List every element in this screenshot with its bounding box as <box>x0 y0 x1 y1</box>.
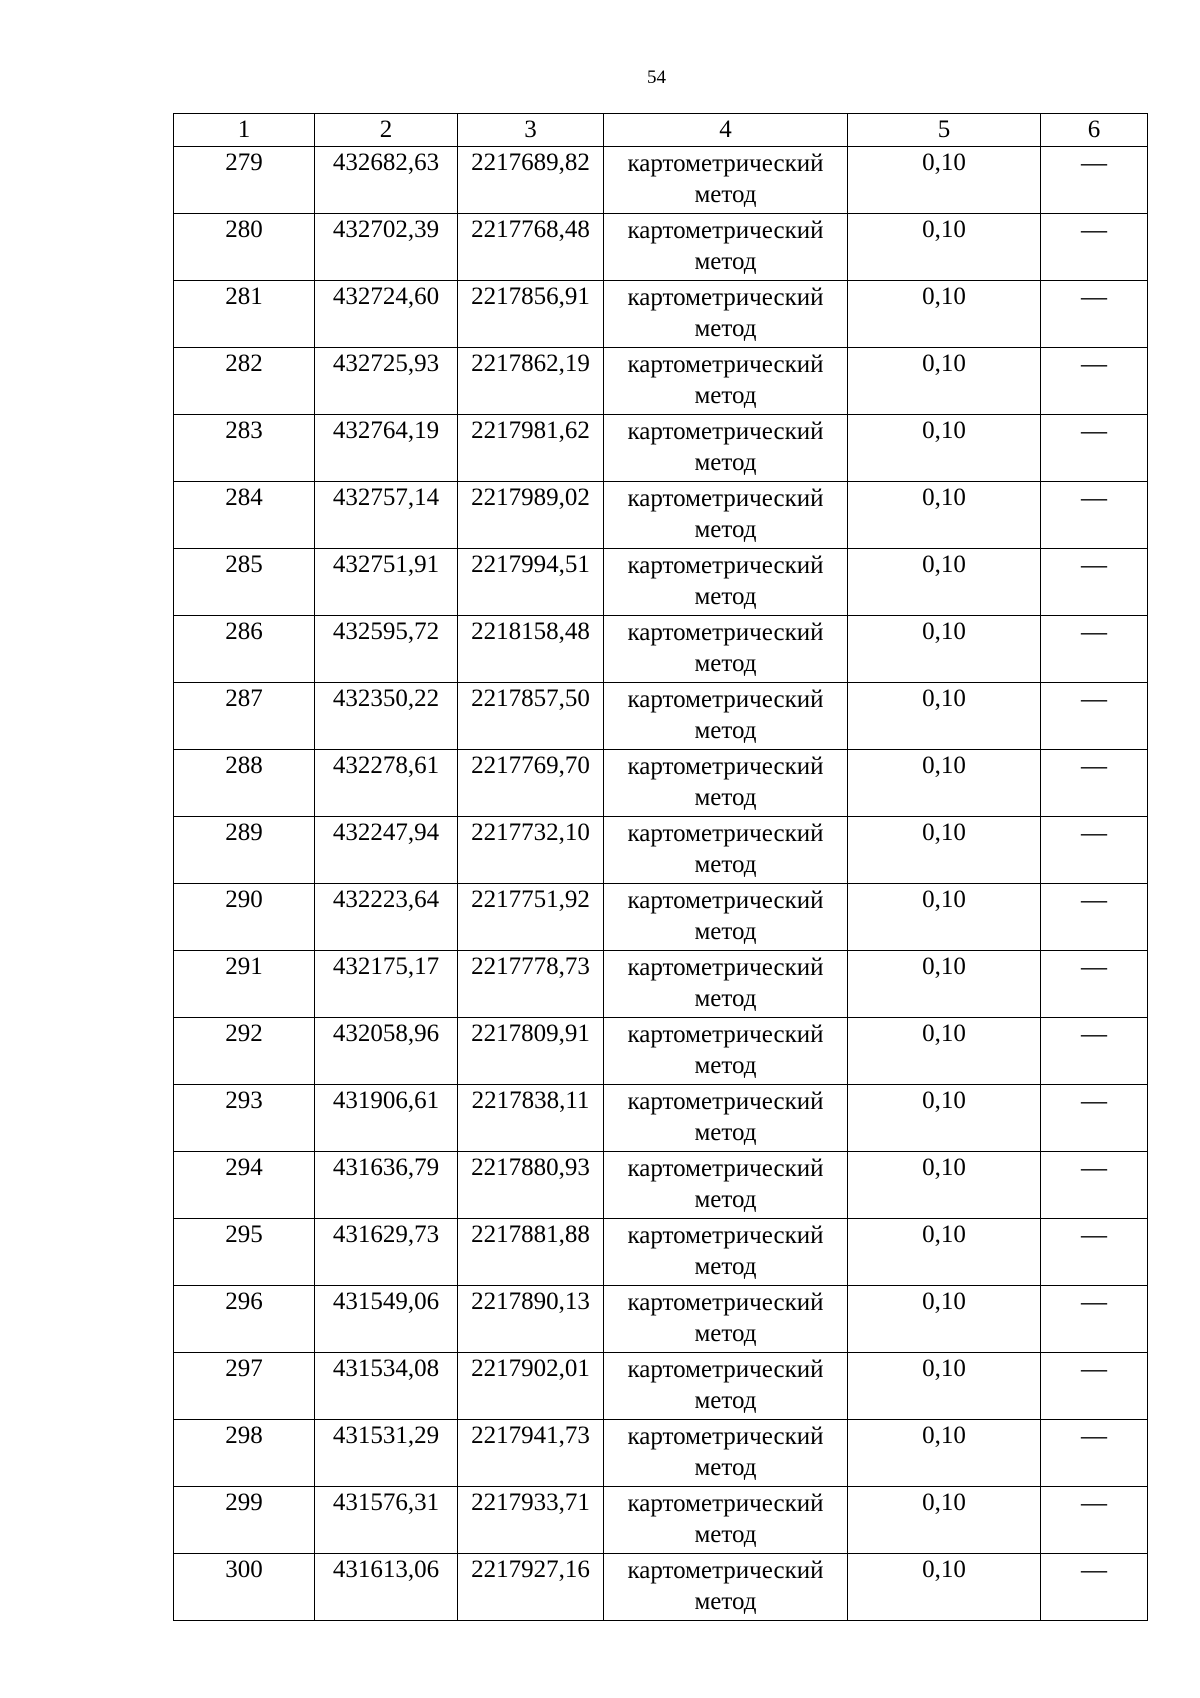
method-text-continued: метод <box>694 181 757 208</box>
note-cell: — <box>1041 750 1148 817</box>
point-number-cell: 286 <box>174 616 315 683</box>
table-row <box>174 616 1148 683</box>
table-row <box>174 683 1148 750</box>
note-cell: — <box>1041 214 1148 281</box>
column-header: 3 <box>458 114 604 147</box>
y-coordinate-cell: 2217732,10 <box>458 817 604 884</box>
method-cell <box>604 1353 848 1420</box>
note-cell: — <box>1041 1018 1148 1085</box>
point-number-cell: 295 <box>174 1219 315 1286</box>
point-number-cell: 297 <box>174 1353 315 1420</box>
note-cell: — <box>1041 549 1148 616</box>
precision-cell: 0,10 <box>848 951 1041 1018</box>
method-text-continued: метод <box>694 583 757 610</box>
precision-cell: 0,10 <box>848 281 1041 348</box>
method-text-continued: метод <box>694 248 757 275</box>
precision-cell: 0,10 <box>848 1018 1041 1085</box>
method-cell <box>604 482 848 549</box>
method-cell <box>604 415 848 482</box>
precision-cell: 0,10 <box>848 750 1041 817</box>
y-coordinate-cell: 2217768,48 <box>458 214 604 281</box>
method-cell <box>604 951 848 1018</box>
column-header: 5 <box>848 114 1041 147</box>
column-header: 4 <box>604 114 848 147</box>
y-coordinate-cell: 2217880,93 <box>458 1152 604 1219</box>
method-text-continued: метод <box>694 650 757 677</box>
point-number-cell: 287 <box>174 683 315 750</box>
method-cell <box>604 1018 848 1085</box>
method-text: картометрический <box>627 1490 824 1517</box>
precision-cell: 0,10 <box>848 1085 1041 1152</box>
header-row <box>174 114 1148 147</box>
y-coordinate-cell: 2217862,19 <box>458 348 604 415</box>
y-coordinate-cell: 2217809,91 <box>458 1018 604 1085</box>
method-text-continued: метод <box>694 449 757 476</box>
x-coordinate-cell: 431576,31 <box>315 1487 458 1554</box>
x-coordinate-cell: 432724,60 <box>315 281 458 348</box>
note-cell: — <box>1041 1420 1148 1487</box>
note-cell: — <box>1041 683 1148 750</box>
precision-cell: 0,10 <box>848 616 1041 683</box>
point-number-cell: 284 <box>174 482 315 549</box>
note-cell: — <box>1041 1487 1148 1554</box>
y-coordinate-cell: 2217989,02 <box>458 482 604 549</box>
coordinates-table <box>173 113 1148 1621</box>
point-number-cell: 279 <box>174 147 315 214</box>
precision-cell: 0,10 <box>848 482 1041 549</box>
method-text: картометрический <box>627 1356 824 1383</box>
x-coordinate-cell: 432764,19 <box>315 415 458 482</box>
table-row <box>174 147 1148 214</box>
x-coordinate-cell: 432725,93 <box>315 348 458 415</box>
point-number-cell: 298 <box>174 1420 315 1487</box>
table-row <box>174 214 1148 281</box>
y-coordinate-cell: 2217769,70 <box>458 750 604 817</box>
method-text: картометрический <box>627 351 824 378</box>
method-cell <box>604 281 848 348</box>
note-cell: — <box>1041 1219 1148 1286</box>
method-text: картометрический <box>627 1155 824 1182</box>
method-text: картометрический <box>627 619 824 646</box>
method-text-continued: метод <box>694 918 757 945</box>
method-text: картометрический <box>627 284 824 311</box>
y-coordinate-cell: 2217927,16 <box>458 1554 604 1621</box>
note-cell: — <box>1041 1152 1148 1219</box>
note-cell: — <box>1041 1353 1148 1420</box>
method-cell <box>604 683 848 750</box>
table-row <box>174 1420 1148 1487</box>
y-coordinate-cell: 2217890,13 <box>458 1286 604 1353</box>
y-coordinate-cell: 2217751,92 <box>458 884 604 951</box>
table-row <box>174 348 1148 415</box>
table-row <box>174 817 1148 884</box>
note-cell: — <box>1041 147 1148 214</box>
method-text-continued: метод <box>694 985 757 1012</box>
table-row <box>174 1487 1148 1554</box>
method-text-continued: метод <box>694 1521 757 1548</box>
x-coordinate-cell: 432757,14 <box>315 482 458 549</box>
table-row <box>174 1018 1148 1085</box>
table-row <box>174 1152 1148 1219</box>
precision-cell: 0,10 <box>848 415 1041 482</box>
x-coordinate-cell: 431906,61 <box>315 1085 458 1152</box>
precision-cell: 0,10 <box>848 1487 1041 1554</box>
method-text-continued: метод <box>694 717 757 744</box>
table-row <box>174 1353 1148 1420</box>
precision-cell: 0,10 <box>848 348 1041 415</box>
method-text-continued: метод <box>694 1119 757 1146</box>
table-row <box>174 951 1148 1018</box>
method-text-continued: метод <box>694 315 757 342</box>
x-coordinate-cell: 431613,06 <box>315 1554 458 1621</box>
precision-cell: 0,10 <box>848 817 1041 884</box>
column-header: 6 <box>1041 114 1148 147</box>
note-cell: — <box>1041 1286 1148 1353</box>
table-row <box>174 1286 1148 1353</box>
y-coordinate-cell: 2218158,48 <box>458 616 604 683</box>
method-cell <box>604 549 848 616</box>
table-header <box>174 114 1148 147</box>
method-text: картометрический <box>627 150 824 177</box>
x-coordinate-cell: 432350,22 <box>315 683 458 750</box>
method-cell <box>604 1286 848 1353</box>
method-text: картометрический <box>627 1222 824 1249</box>
method-text-continued: метод <box>694 1387 757 1414</box>
x-coordinate-cell: 432175,17 <box>315 951 458 1018</box>
note-cell: — <box>1041 951 1148 1018</box>
method-cell <box>604 750 848 817</box>
point-number-cell: 282 <box>174 348 315 415</box>
x-coordinate-cell: 432278,61 <box>315 750 458 817</box>
y-coordinate-cell: 2217933,71 <box>458 1487 604 1554</box>
x-coordinate-cell: 432058,96 <box>315 1018 458 1085</box>
x-coordinate-cell: 431531,29 <box>315 1420 458 1487</box>
precision-cell: 0,10 <box>848 884 1041 951</box>
method-text: картометрический <box>627 1423 824 1450</box>
table-row <box>174 415 1148 482</box>
y-coordinate-cell: 2217838,11 <box>458 1085 604 1152</box>
note-cell: — <box>1041 281 1148 348</box>
point-number-cell: 280 <box>174 214 315 281</box>
note-cell: — <box>1041 482 1148 549</box>
method-text: картометрический <box>627 485 824 512</box>
precision-cell: 0,10 <box>848 147 1041 214</box>
point-number-cell: 291 <box>174 951 315 1018</box>
method-cell <box>604 214 848 281</box>
y-coordinate-cell: 2217902,01 <box>458 1353 604 1420</box>
table-row <box>174 549 1148 616</box>
x-coordinate-cell: 432751,91 <box>315 549 458 616</box>
method-text: картометрический <box>627 820 824 847</box>
note-cell: — <box>1041 1085 1148 1152</box>
precision-cell: 0,10 <box>848 1286 1041 1353</box>
method-text: картометрический <box>627 552 824 579</box>
note-cell: — <box>1041 1554 1148 1621</box>
table-row <box>174 1085 1148 1152</box>
point-number-cell: 292 <box>174 1018 315 1085</box>
x-coordinate-cell: 431549,06 <box>315 1286 458 1353</box>
method-cell <box>604 817 848 884</box>
x-coordinate-cell: 432682,63 <box>315 147 458 214</box>
y-coordinate-cell: 2217981,62 <box>458 415 604 482</box>
method-cell <box>604 1554 848 1621</box>
method-cell <box>604 616 848 683</box>
method-cell <box>604 348 848 415</box>
precision-cell: 0,10 <box>848 1554 1041 1621</box>
table-row <box>174 750 1148 817</box>
note-cell: — <box>1041 348 1148 415</box>
y-coordinate-cell: 2217856,91 <box>458 281 604 348</box>
x-coordinate-cell: 432595,72 <box>315 616 458 683</box>
precision-cell: 0,10 <box>848 1353 1041 1420</box>
method-cell <box>604 1487 848 1554</box>
method-cell <box>604 1219 848 1286</box>
table-row <box>174 1554 1148 1621</box>
table-body <box>174 147 1148 1621</box>
method-text: картометрический <box>627 753 824 780</box>
method-text: картометрический <box>627 1557 824 1584</box>
precision-cell: 0,10 <box>848 1219 1041 1286</box>
method-text: картометрический <box>627 1289 824 1316</box>
point-number-cell: 293 <box>174 1085 315 1152</box>
point-number-cell: 296 <box>174 1286 315 1353</box>
precision-cell: 0,10 <box>848 1152 1041 1219</box>
y-coordinate-cell: 2217881,88 <box>458 1219 604 1286</box>
method-text-continued: метод <box>694 851 757 878</box>
method-text: картометрический <box>627 418 824 445</box>
point-number-cell: 300 <box>174 1554 315 1621</box>
precision-cell: 0,10 <box>848 549 1041 616</box>
method-text: картометрический <box>627 686 824 713</box>
method-cell <box>604 884 848 951</box>
column-header: 1 <box>174 114 315 147</box>
y-coordinate-cell: 2217689,82 <box>458 147 604 214</box>
y-coordinate-cell: 2217857,50 <box>458 683 604 750</box>
method-text-continued: метод <box>694 1186 757 1213</box>
table-row <box>174 884 1148 951</box>
table-row <box>174 1219 1148 1286</box>
method-text: картометрический <box>627 217 824 244</box>
method-text: картометрический <box>627 954 824 981</box>
point-number-cell: 290 <box>174 884 315 951</box>
note-cell: — <box>1041 884 1148 951</box>
x-coordinate-cell: 432702,39 <box>315 214 458 281</box>
x-coordinate-cell: 432223,64 <box>315 884 458 951</box>
precision-cell: 0,10 <box>848 1420 1041 1487</box>
method-text: картометрический <box>627 1088 824 1115</box>
method-cell <box>604 1420 848 1487</box>
method-text: картометрический <box>627 1021 824 1048</box>
precision-cell: 0,10 <box>848 214 1041 281</box>
method-text-continued: метод <box>694 1588 757 1615</box>
x-coordinate-cell: 432247,94 <box>315 817 458 884</box>
y-coordinate-cell: 2217778,73 <box>458 951 604 1018</box>
method-text-continued: метод <box>694 1320 757 1347</box>
point-number-cell: 288 <box>174 750 315 817</box>
method-text: картометрический <box>627 887 824 914</box>
note-cell: — <box>1041 415 1148 482</box>
table-row <box>174 482 1148 549</box>
point-number-cell: 283 <box>174 415 315 482</box>
y-coordinate-cell: 2217941,73 <box>458 1420 604 1487</box>
method-text-continued: метод <box>694 1454 757 1481</box>
method-cell <box>604 1085 848 1152</box>
point-number-cell: 294 <box>174 1152 315 1219</box>
y-coordinate-cell: 2217994,51 <box>458 549 604 616</box>
method-text-continued: метод <box>694 516 757 543</box>
page-number: 54 <box>647 67 666 88</box>
point-number-cell: 289 <box>174 817 315 884</box>
precision-cell: 0,10 <box>848 683 1041 750</box>
method-text-continued: метод <box>694 382 757 409</box>
x-coordinate-cell: 431629,73 <box>315 1219 458 1286</box>
point-number-cell: 281 <box>174 281 315 348</box>
method-text-continued: метод <box>694 784 757 811</box>
point-number-cell: 285 <box>174 549 315 616</box>
x-coordinate-cell: 431636,79 <box>315 1152 458 1219</box>
method-cell <box>604 147 848 214</box>
note-cell: — <box>1041 817 1148 884</box>
table-row <box>174 281 1148 348</box>
point-number-cell: 299 <box>174 1487 315 1554</box>
column-header: 2 <box>315 114 458 147</box>
x-coordinate-cell: 431534,08 <box>315 1353 458 1420</box>
method-cell <box>604 1152 848 1219</box>
method-text-continued: метод <box>694 1052 757 1079</box>
note-cell: — <box>1041 616 1148 683</box>
method-text-continued: метод <box>694 1253 757 1280</box>
